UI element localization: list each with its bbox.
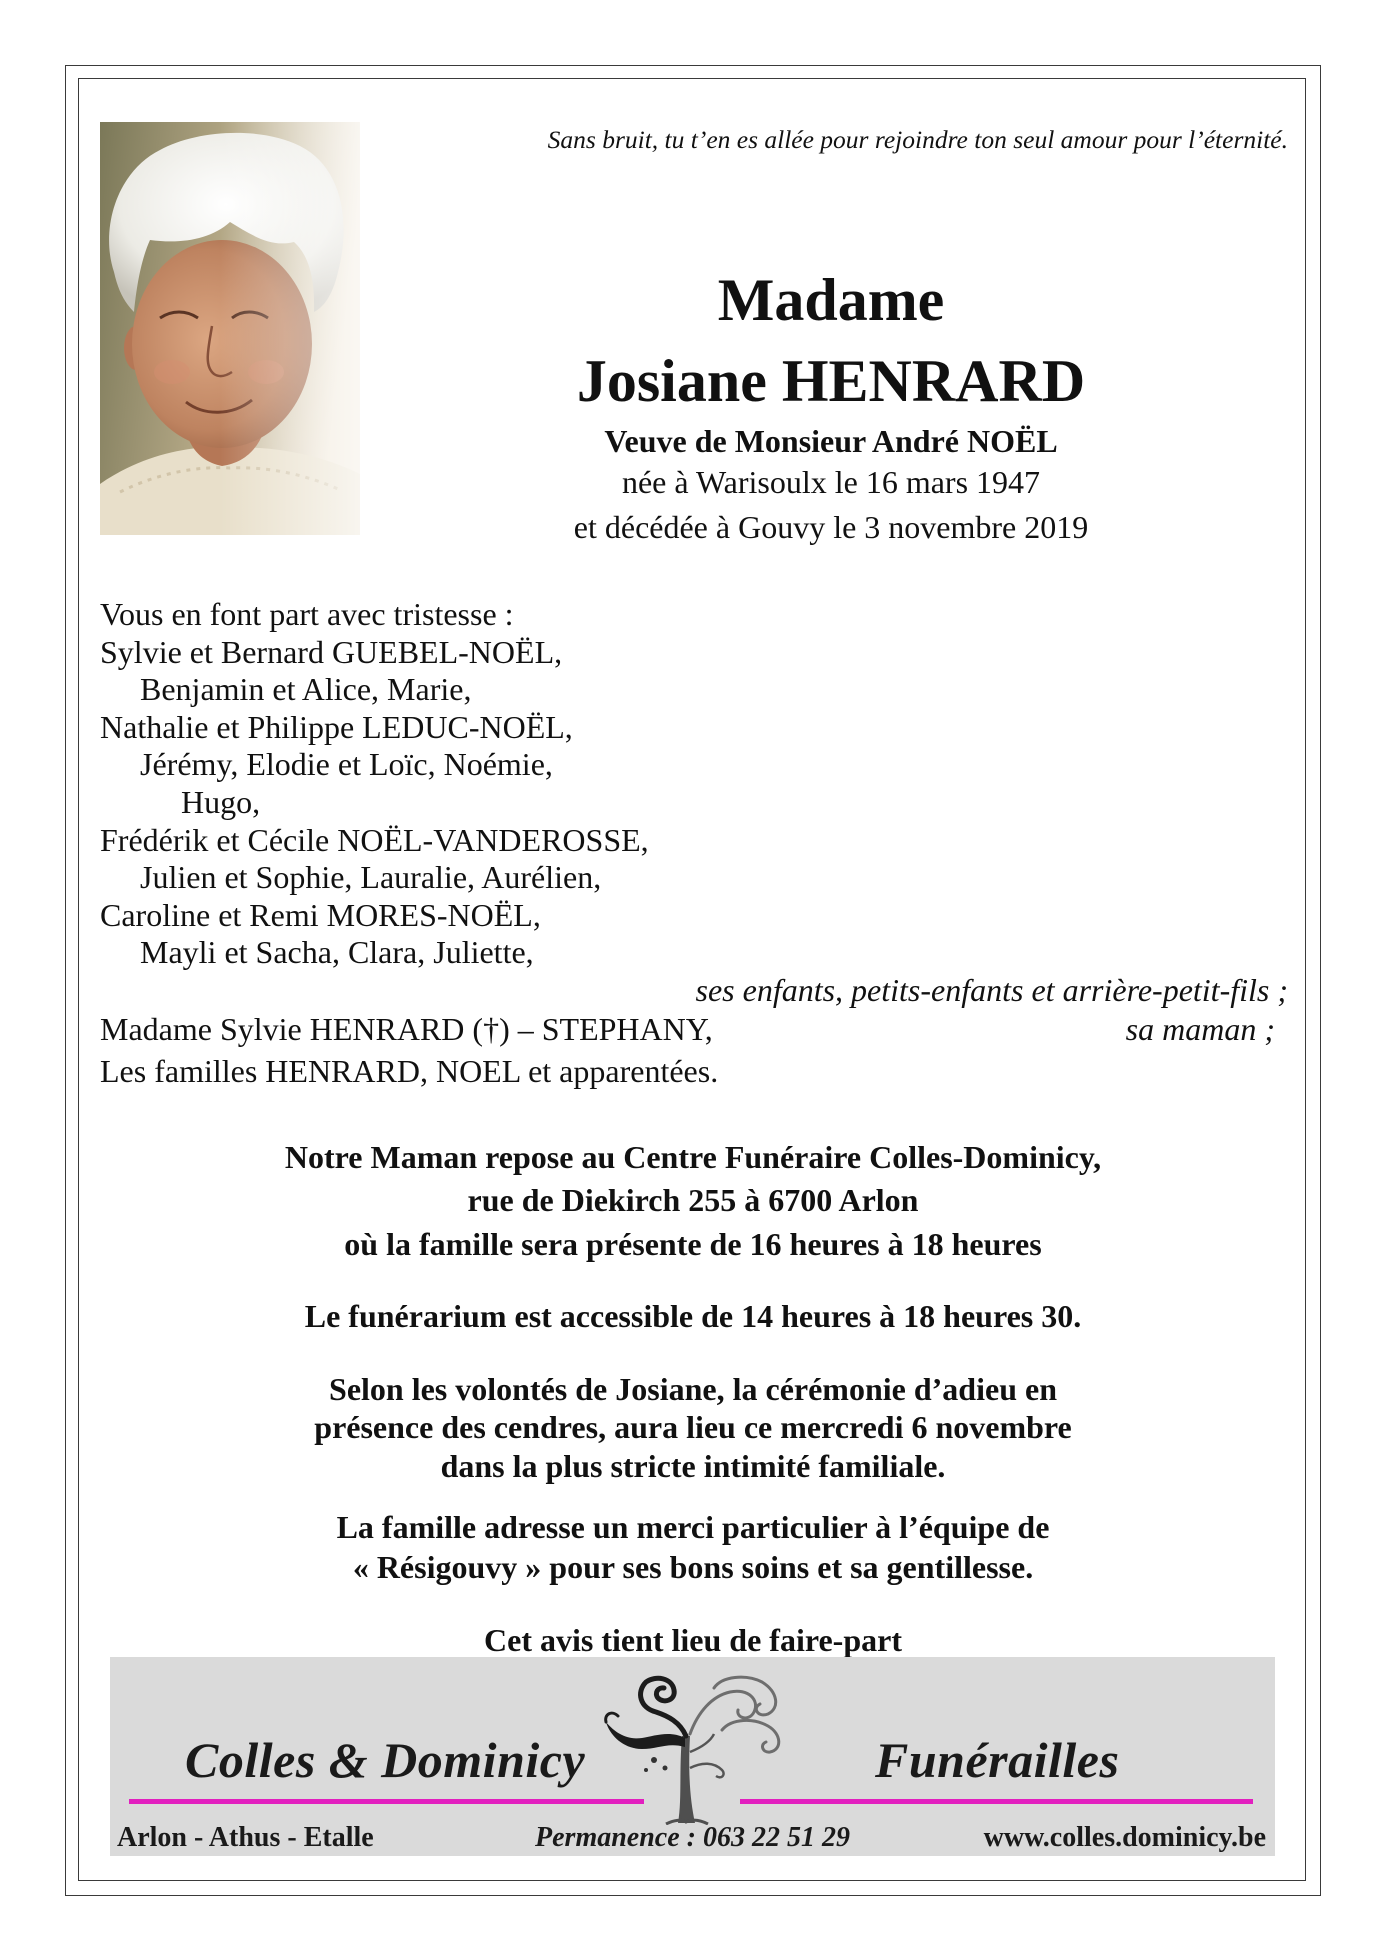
family-intro: Vous en font part avec tristesse : [100,596,514,632]
deceased-name: Josiane HENRARD [576,348,1086,414]
viewing-line: rue de Diekirch 255 à 6700 Arlon [467,1181,919,1218]
mother-caption: sa maman ; [1125,1011,1275,1047]
child-couple: Sylvie et Bernard GUEBEL-NOËL, [100,633,563,670]
funeral-home-banner [110,1657,1275,1856]
extended-families: Les familles HENRARD, NOEL et apparentées. [100,1053,719,1089]
ceremony-line: présence des cendres, aura lieu ce mercredi 6 novembre [314,1409,1072,1445]
epigraph: Sans bruit, tu t’en es allée pour rejoindre ton seul amour pour l’éternité. [547,125,1288,154]
thanks-line: « Résigouvy » pour ses bons soins et sa gentillesse. [352,1549,1034,1585]
deceased-portrait [100,122,360,535]
ceremony-line: dans la plus stricte intimité familiale. [440,1447,946,1484]
death-info: et décédée à Gouvy le 3 novembre 2019 [573,509,1089,545]
accent-rule-right [740,1799,1253,1804]
website-address: www.colles.dominicy.be [983,1822,1266,1853]
portrait-image [100,122,360,535]
grandchildren: Jérémy, Elodie et Loïc, Noémie, [140,746,553,783]
child-couple: Nathalie et Philippe LEDUC-NOËL, [100,708,573,745]
great-grandchildren: Hugo, [181,783,261,820]
children-caption: ses enfants, petits-enfants et arrière-petit-fils ; [695,972,1288,1008]
widow-of: Veuve de Monsieur André NOËL [604,423,1058,459]
on-call-phone: Permanence : 063 22 51 29 [535,1822,850,1853]
funerarium-hours: Le funérarium est accessible de 14 heures à 18 heures 30. [304,1297,1082,1334]
honorific: Madame [717,267,945,333]
branch-locations: Arlon - Athus - Etalle [117,1822,374,1853]
mother-line: Madame Sylvie HENRARD (†) – STEPHANY, [100,1011,713,1047]
grandchildren: Julien et Sophie, Lauralie, Aurélien, [140,859,602,896]
funeral-home-name: Colles & Dominicy [185,1732,586,1788]
child-couple: Caroline et Remi MORES-NOËL, [100,896,541,933]
family-list [100,596,649,972]
thanks-line: La famille adresse un merci particulier à l’équipe de [336,1509,1050,1545]
child-couple: Frédérik et Cécile NOËL-VANDEROSSE, [100,821,649,858]
grandchildren: Mayli et Sacha, Clara, Juliette, [140,934,534,971]
viewing-line: où la famille sera présente de 16 heures à 18 heures [344,1225,1042,1262]
accent-rule-left [129,1799,644,1804]
grandchildren: Benjamin et Alice, Marie, [140,671,472,708]
funeral-home-tagline: Funérailles [875,1732,1120,1788]
ceremony-line: Selon les volontés de Josiane, la cérémonie d’adieu en [329,1370,1057,1407]
closing-note: Cet avis tient lieu de faire-part [484,1621,902,1658]
viewing-line: Notre Maman repose au Centre Funéraire Colles-Dominicy, [284,1139,1102,1175]
birth-info: née à Warisoulx le 16 mars 1947 [621,464,1041,500]
